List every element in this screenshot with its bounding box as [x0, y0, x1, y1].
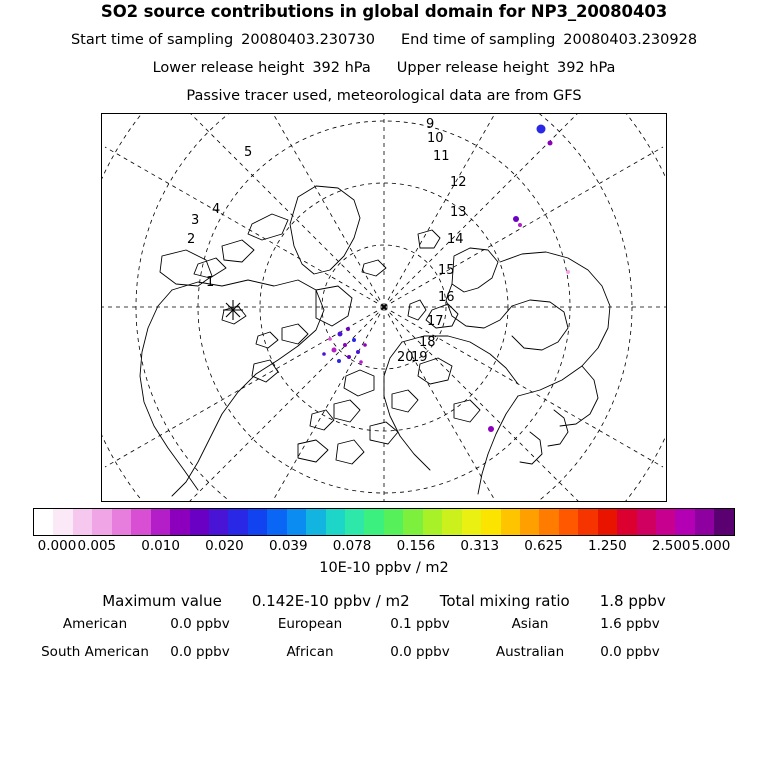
colorbar-swatch [384, 509, 403, 535]
tracer-note: Passive tracer used, meteorological data are from GFS [186, 88, 582, 104]
region-label: Asian [511, 616, 549, 632]
plume-marker [356, 350, 360, 354]
lower-release-label: Lower release height [152, 60, 305, 76]
release-site-marker [223, 300, 243, 320]
colorbar-swatch [617, 509, 636, 535]
start-time-label: Start time of sampling [70, 32, 234, 48]
colorbar-tick-label: 0.078 [332, 538, 372, 554]
colorbar-swatch [228, 509, 247, 535]
upper-release-label: Upper release height [396, 60, 549, 76]
colorbar-swatch [92, 509, 111, 535]
total-mixing-ratio-value: 1.8 ppbv [599, 592, 666, 610]
map-grid-label: 3 [191, 213, 200, 228]
map-grid-label: 20 [397, 350, 414, 365]
plume-marker [322, 352, 326, 356]
colorbar-tick-label: 0.005 [77, 538, 117, 554]
map-graphic [102, 114, 666, 501]
plume-marker [518, 223, 522, 227]
colorbar-tick-label: 0.156 [396, 538, 436, 554]
coastline-outlines [140, 186, 610, 496]
colorbar-swatch [559, 509, 578, 535]
max-value-label: Maximum value [102, 592, 222, 610]
colorbar-swatch [267, 509, 286, 535]
colorbar-swatch [695, 509, 714, 535]
upper-release-value: 392 hPa [556, 60, 616, 76]
map-grid-label: 10 [427, 131, 444, 146]
colorbar-swatch [131, 509, 150, 535]
plume-marker [566, 270, 570, 274]
region-value: 0.0 ppbv [170, 616, 230, 632]
region-value: 0.1 ppbv [390, 616, 450, 632]
colorbar-tick-label: 0.039 [268, 538, 308, 554]
region-label: European [277, 616, 343, 632]
plume-marker [338, 332, 343, 337]
colorbar-swatch [53, 509, 72, 535]
region-row [0, 644, 768, 666]
total-mixing-ratio-label: Total mixing ratio [439, 592, 570, 610]
colorbar-tick-label: 0.000 [37, 538, 77, 554]
end-time-label: End time of sampling [400, 32, 556, 48]
colorbar-tick-labels [0, 538, 768, 554]
tracer-plume-layer [322, 125, 570, 433]
region-value: 0.0 ppbv [170, 644, 230, 660]
colorbar-tick-label: 0.010 [141, 538, 180, 554]
colorbar-swatch [578, 509, 597, 535]
end-time-value: 20080403.230928 [563, 32, 698, 48]
colorbar-tick-label: 0.625 [524, 538, 563, 554]
region-label: South American [41, 644, 149, 660]
map-grid-label: 11 [433, 149, 450, 164]
plume-marker [346, 327, 350, 331]
region-label: African [286, 644, 334, 660]
map-grid-label: 12 [450, 175, 467, 190]
colorbar-swatch [403, 509, 422, 535]
plume-marker [363, 343, 367, 347]
map-grid-label: 18 [419, 335, 436, 350]
map-grid-label: 2 [187, 232, 196, 247]
colorbar-swatch [520, 509, 539, 535]
release-height-line [0, 60, 768, 76]
colorbar-swatch [112, 509, 131, 535]
region-value: 0.0 ppbv [600, 644, 660, 660]
colorbar-swatch [326, 509, 345, 535]
colorbar-swatch [364, 509, 383, 535]
colorbar-tick-label: 2.500 [651, 538, 691, 554]
colorbar-swatch [462, 509, 481, 535]
colorbar-swatch [481, 509, 500, 535]
colorbar-swatch [287, 509, 306, 535]
colorbar-swatch [190, 509, 209, 535]
page-title: SO2 source contributions in global domain for NP3_20080403 [100, 2, 668, 21]
colorbar-tick-label: 0.313 [460, 538, 500, 554]
map-grid-label: 15 [438, 263, 455, 278]
plume-marker [337, 359, 341, 363]
map-grid-label: 1 [206, 275, 215, 290]
colorbar [33, 508, 735, 536]
colorbar-swatch [637, 509, 656, 535]
plume-marker [488, 426, 494, 432]
colorbar-swatch [209, 509, 228, 535]
map-grid-label: 17 [427, 314, 444, 329]
colorbar-swatch [73, 509, 92, 535]
plume-marker [347, 355, 351, 359]
plume-marker [359, 360, 363, 364]
map-grid-label: 14 [447, 232, 464, 247]
map-grid-label: 16 [438, 290, 455, 305]
colorbar-tick-label: 0.020 [205, 538, 244, 554]
map-plot-area [101, 113, 667, 502]
colorbar-swatch [151, 509, 170, 535]
colorbar-swatch [345, 509, 364, 535]
map-grid-label: 19 [411, 350, 428, 365]
statistics-footer [0, 592, 768, 666]
lower-release-value: 392 hPa [312, 60, 371, 76]
colorbar-swatch [248, 509, 267, 535]
colorbar-swatch [501, 509, 520, 535]
colorbar-swatch [656, 509, 675, 535]
plume-marker [328, 337, 332, 341]
start-time-value: 20080403.230730 [241, 32, 375, 48]
region-row [0, 616, 768, 638]
colorbar-swatch [442, 509, 461, 535]
plume-marker [537, 125, 546, 134]
colorbar-swatch [170, 509, 189, 535]
region-value: 0.0 ppbv [390, 644, 450, 660]
plume-marker [548, 141, 553, 146]
colorbar-tick-label: 5.000 [691, 538, 731, 554]
colorbar-unit-label: 10E-10 ppbv / m2 [319, 560, 449, 576]
sampling-time-line [0, 32, 768, 48]
map-grid-label: 5 [244, 145, 253, 160]
colorbar-swatch [423, 509, 442, 535]
colorbar-swatch [306, 509, 325, 535]
region-value: 1.6 ppbv [600, 616, 660, 632]
plume-marker [343, 343, 347, 347]
map-grid-label: 13 [450, 205, 467, 220]
colorbar-swatch [539, 509, 558, 535]
region-label: American [62, 616, 128, 632]
map-grid-label: 9 [426, 117, 435, 132]
colorbar-swatch [714, 509, 733, 535]
plume-marker [332, 348, 337, 353]
map-grid-label: 4 [212, 202, 221, 217]
colorbar-swatch [598, 509, 617, 535]
colorbar-swatch [34, 509, 53, 535]
max-value-value: 0.142E-10 ppbv / m2 [251, 592, 410, 610]
colorbar-tick-label: 1.250 [588, 538, 627, 554]
plume-marker [352, 338, 356, 342]
colorbar-swatch [675, 509, 694, 535]
summary-line [0, 592, 768, 610]
plume-marker [513, 216, 519, 222]
region-label: Australian [495, 644, 565, 660]
